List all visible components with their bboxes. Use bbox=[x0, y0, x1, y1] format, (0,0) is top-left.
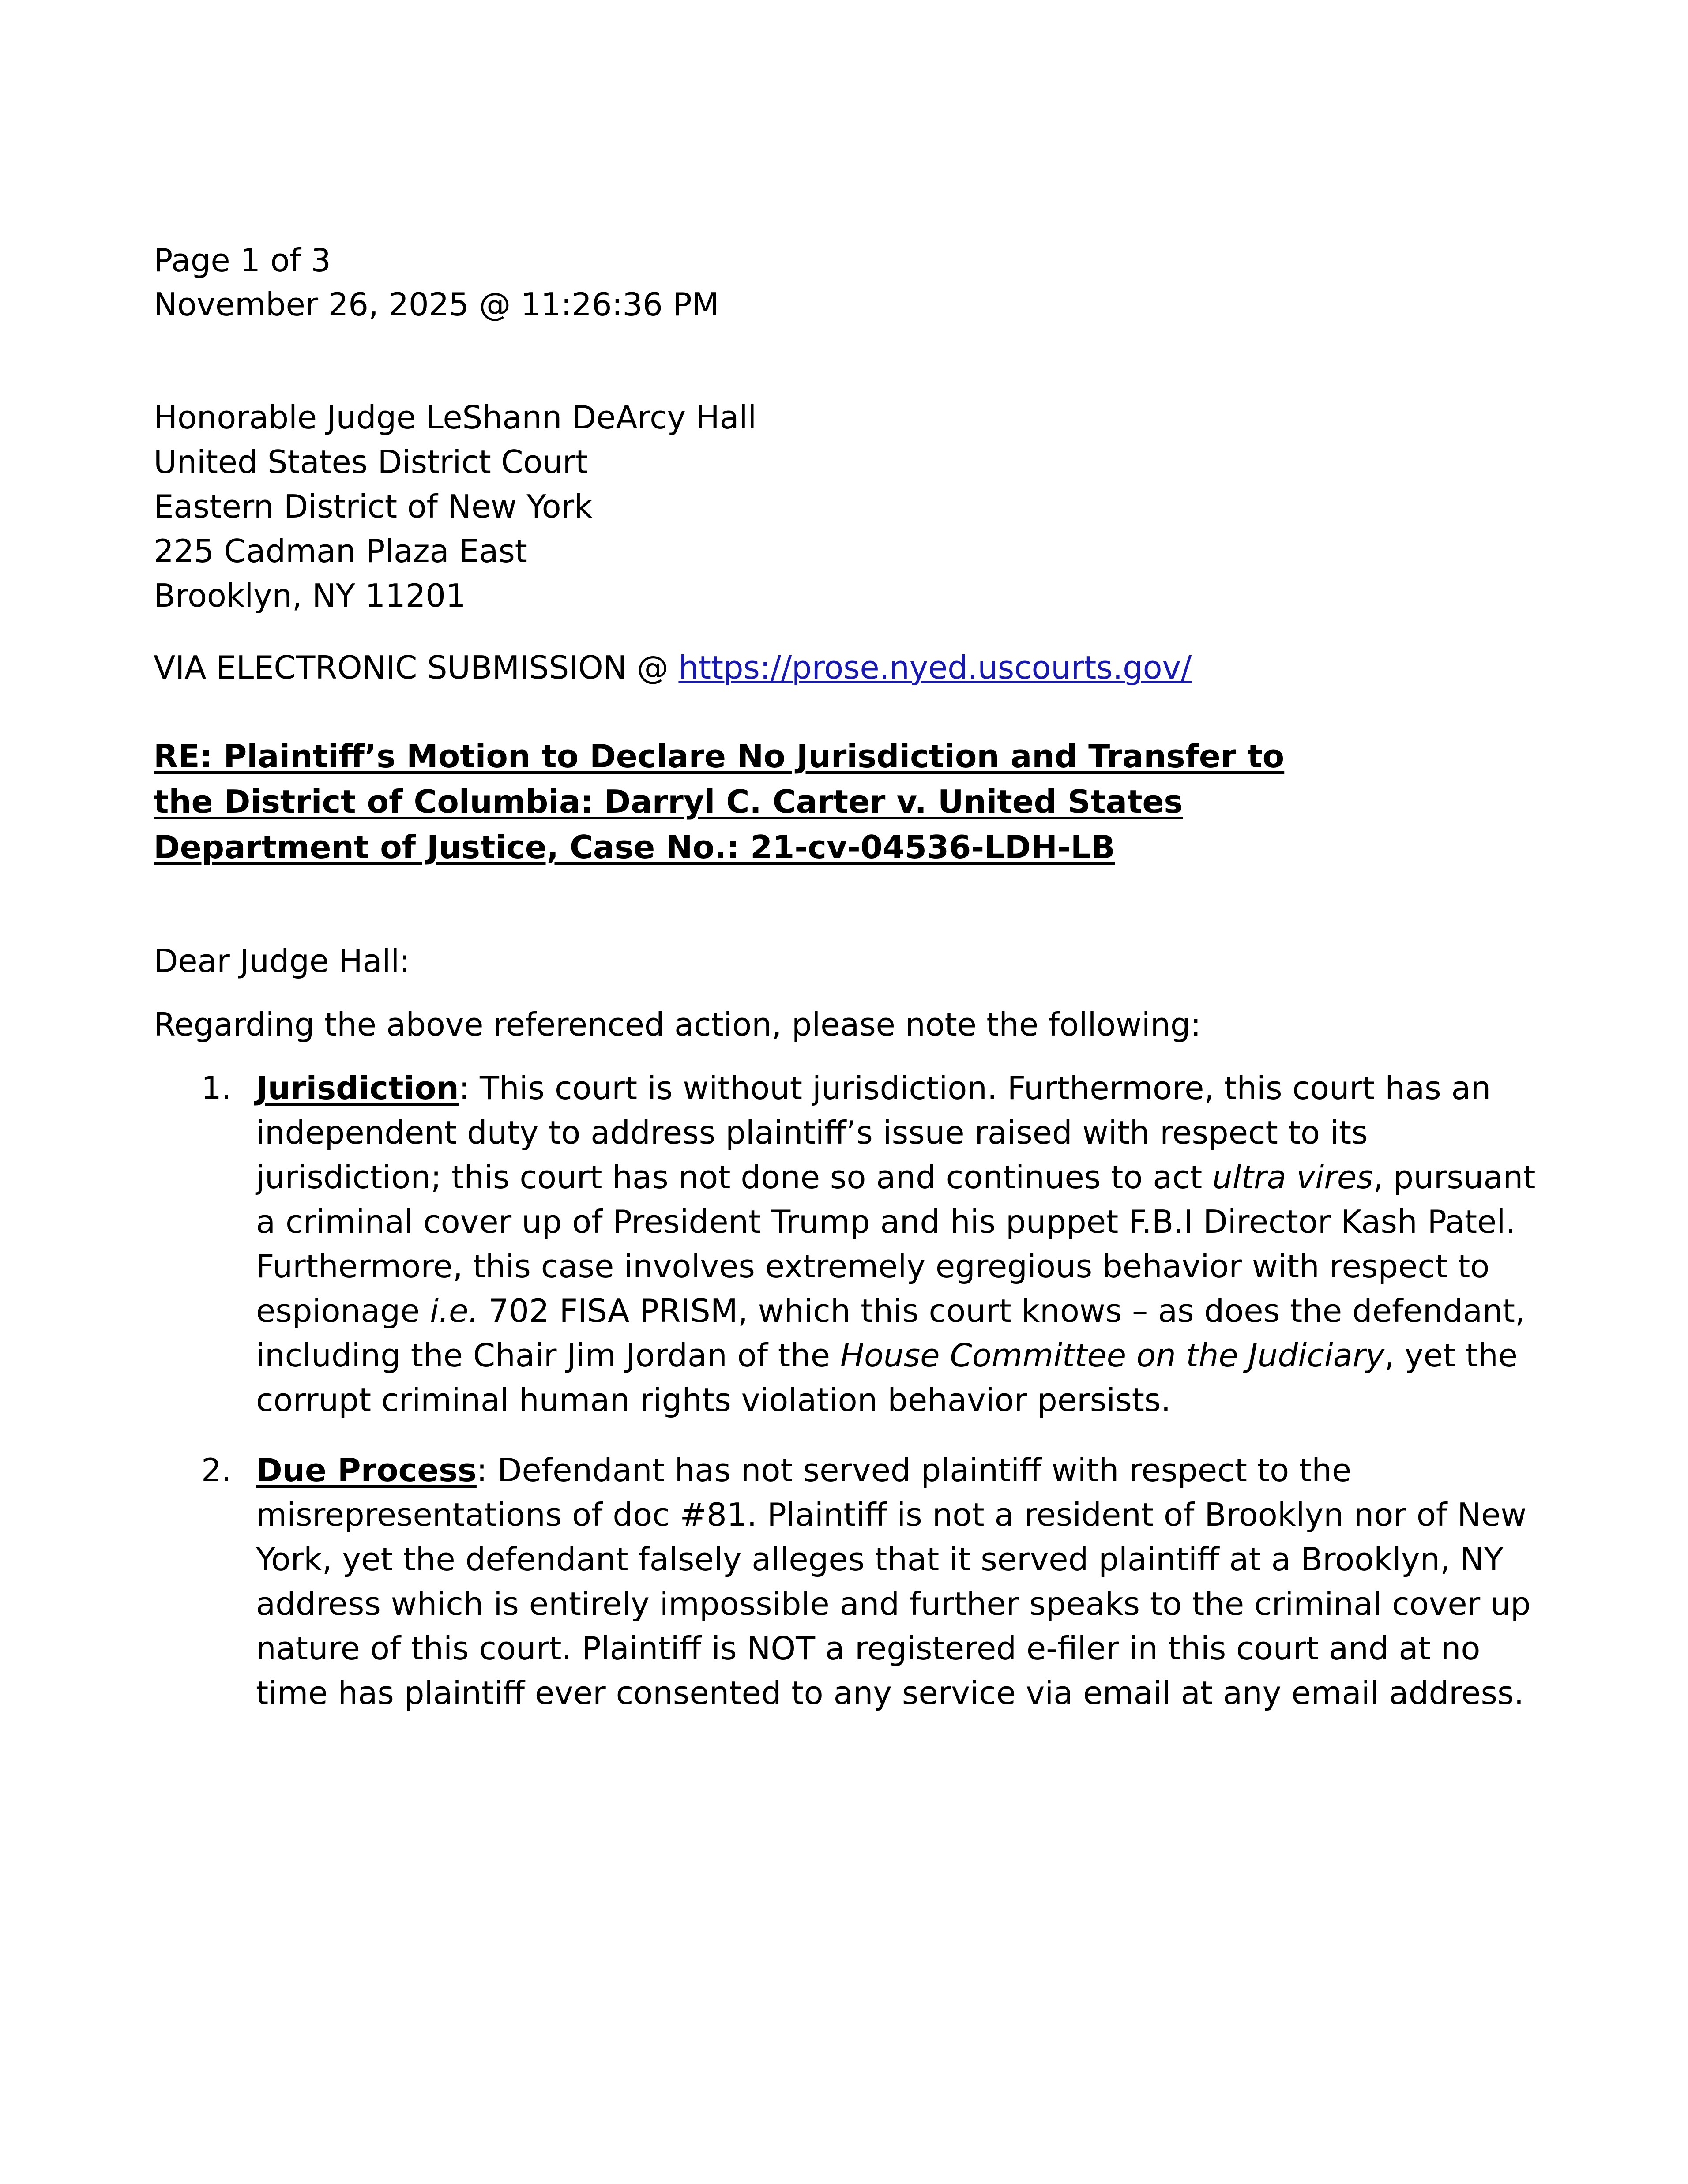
re-heading-line-3: Department of Justice, Case No.: 21-cv-04536-LDH-LB bbox=[154, 829, 1115, 866]
recipient-district: Eastern District of New York bbox=[154, 488, 593, 525]
submission-url-link[interactable]: https://prose.nyed.uscourts.gov/ bbox=[678, 649, 1192, 686]
list-item-marker: 2. bbox=[201, 1452, 232, 1489]
list-item-text-part-1: : Defendant has not served plaintiff with respect to the misrepresentations of doc #81. Plaintiff is not a resident of Brooklyn nor of New York, yet the defendant falsely alleges that it served plaintiff at a Brooklyn, NY address which is entirely impossible and further speaks to the criminal cover up nature of this court. Plaintiff is NOT a registered e-filer in this court and at no time has plaintiff ever consented to any service via email at any email address. bbox=[256, 1452, 1531, 1711]
list-item-italic-2: i.e. bbox=[430, 1292, 479, 1329]
document-header bbox=[154, 238, 1548, 326]
list-item bbox=[154, 1066, 1548, 1422]
recipient-city-state-zip: Brooklyn, NY 11201 bbox=[154, 577, 466, 614]
salutation: Dear Judge Hall: bbox=[154, 942, 410, 979]
list-item-marker: 1. bbox=[201, 1069, 232, 1107]
re-subject-heading bbox=[154, 734, 1548, 870]
spacer bbox=[154, 870, 1548, 939]
submission-prefix: VIA ELECTRONIC SUBMISSION @ bbox=[154, 649, 679, 686]
spacer bbox=[154, 326, 1548, 395]
list-item-text-part-2: , pursuant a criminal cover up of President Trump and his puppet F.B.I Director Kash Patel. Furthermore, this case involves extremely egregious behavior with respect to espionage bbox=[256, 1159, 1536, 1329]
document-content bbox=[154, 238, 1548, 1715]
spacer bbox=[154, 618, 1548, 645]
numbered-argument-list bbox=[154, 1066, 1548, 1715]
document-timestamp: November 26, 2025 @ 11:26:36 PM bbox=[154, 286, 719, 323]
list-item-italic-1: ultra vires bbox=[1212, 1159, 1373, 1196]
list-item-lead-label: Due Process bbox=[256, 1452, 477, 1489]
recipient-name: Honorable Judge LeShann DeArcy Hall bbox=[154, 399, 757, 436]
list-item-italic-3: House Committee on the Judiciary bbox=[840, 1337, 1385, 1374]
re-heading-line-2: the District of Columbia: Darryl C. Carter v. United States bbox=[154, 783, 1183, 820]
list-item-text-part-1: : This court is without jurisdiction. Furthermore, this court has an independent duty to address plaintiff’s issue raised with respect to its jurisdiction; this court has not done so and continues to act bbox=[256, 1069, 1491, 1196]
recipient-street: 225 Cadman Plaza East bbox=[154, 533, 527, 570]
spacer bbox=[154, 983, 1548, 1002]
spacer bbox=[154, 1047, 1548, 1066]
intro-sentence: Regarding the above referenced action, please note the following: bbox=[154, 1006, 1201, 1043]
submission-line bbox=[154, 645, 1548, 690]
recipient-court: United States District Court bbox=[154, 443, 588, 480]
spacer bbox=[154, 690, 1548, 734]
list-item bbox=[154, 1448, 1548, 1715]
list-item-text-part-4: , yet the corrupt criminal human rights violation behavior persists. bbox=[256, 1337, 1518, 1418]
re-heading-line-1: RE: Plaintiff’s Motion to Declare No Jurisdiction and Transfer to bbox=[154, 738, 1285, 775]
list-item-text-part-3: 702 FISA PRISM, which this court knows – as does the defendant, including the Chair Jim Jordan of the bbox=[256, 1292, 1525, 1374]
list-item-lead-label: Jurisdiction bbox=[256, 1069, 459, 1107]
page-indicator: Page 1 of 3 bbox=[154, 242, 331, 279]
recipient-address-block bbox=[154, 395, 1548, 618]
